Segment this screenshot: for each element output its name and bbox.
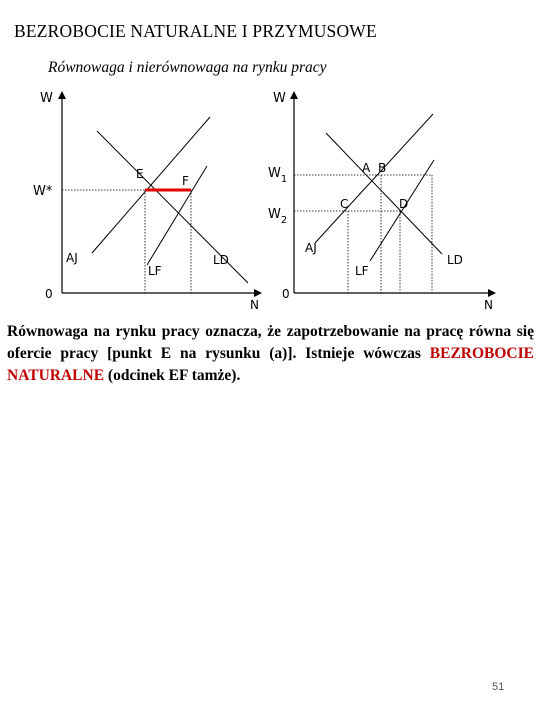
graph-b-w2-label: $W_2$: [268, 207, 288, 226]
graph-b-point-a-label: A: [362, 161, 371, 175]
graph-a-supply-lf-curve: [147, 166, 207, 265]
slide-title: BEZROBOCIE NATURALNE I PRZYMUSOWE: [14, 21, 377, 41]
graph-a-aj-label: AJ: [66, 251, 78, 265]
graph-b-y-label: W: [273, 91, 286, 106]
graph-a-ld-label: LD: [213, 253, 229, 267]
graph-a-point-e-label: E: [136, 167, 144, 181]
graph-a-x-label: N: [250, 298, 259, 312]
graph-a-lf-label: LF: [148, 264, 162, 278]
graph-a-wage-star-label: W*: [33, 184, 53, 199]
graph-a: [33, 91, 259, 312]
graph-a-origin-label: 0: [45, 287, 53, 301]
graph-b-origin-label: 0: [282, 287, 290, 301]
graph-b-point-d-label: D: [399, 197, 409, 211]
graph-b-point-b-label: B: [378, 161, 387, 175]
graph-a-y-label: W: [40, 91, 53, 106]
graph-a-supply-aj-curve: [92, 117, 210, 253]
graph-b-ld-label: LD: [447, 253, 463, 267]
labor-market-diagrams: [0, 0, 540, 320]
paragraph-text-2: (odcinek EF tamże).: [104, 367, 241, 384]
natural-unemployment-term: BEZROBOCIE NATURALNE: [7, 345, 534, 384]
explanation-paragraph: [7, 321, 534, 387]
graph-b-lf-label: LF: [355, 264, 369, 278]
page-number: 51: [492, 681, 505, 693]
graph-b-supply-aj-curve: [315, 114, 433, 243]
graph-b: [268, 91, 493, 312]
graph-b-aj-label: AJ: [305, 241, 317, 255]
graph-b-demand-curve: [326, 133, 442, 254]
graph-a-point-f-label: F: [182, 174, 189, 188]
graph-b-point-c-label: C: [340, 197, 349, 211]
graph-b-w1-label: $W_1$: [268, 166, 288, 185]
graph-b-x-label: N: [484, 298, 493, 312]
slide-subtitle: Równowaga i nierównowaga na rynku pracy: [48, 59, 327, 76]
paragraph-text-1: Równowaga na rynku pracy oznacza, że zapotrzebowanie na pracę równa się ofercie pracy [punkt E na rysunku (a)]. Istnieje wówczas: [7, 323, 534, 362]
